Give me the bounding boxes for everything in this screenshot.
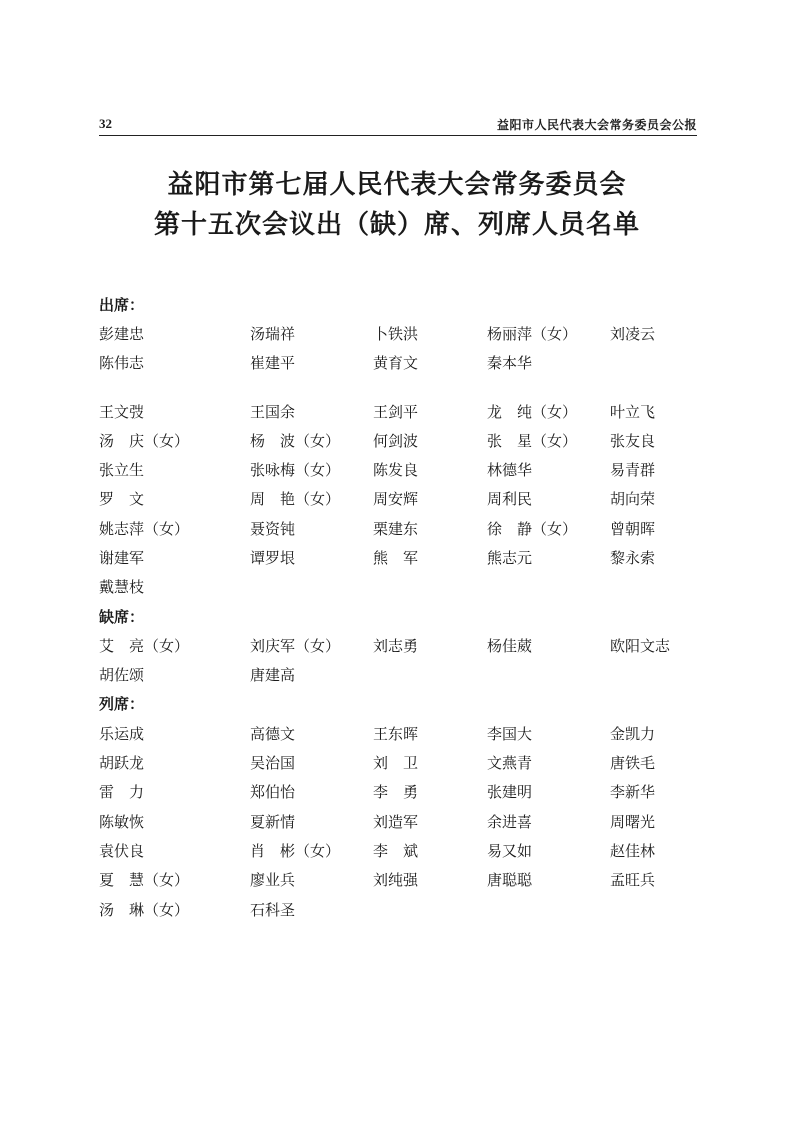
name-cell: 李 勇 xyxy=(373,783,419,801)
name-row xyxy=(0,488,794,508)
name-cell: 汤 琳（女） xyxy=(99,901,190,919)
name-cell: 叶立飞 xyxy=(610,403,656,421)
name-cell: 李新华 xyxy=(610,783,656,801)
name-cell: 吴治国 xyxy=(250,754,296,772)
name-cell: 易又如 xyxy=(487,842,533,860)
name-cell: 何剑波 xyxy=(373,432,419,450)
name-cell: 黄育文 xyxy=(373,354,419,372)
name-cell: 张立生 xyxy=(99,461,145,479)
name-cell: 张 星（女） xyxy=(487,432,578,450)
name-cell: 欧阳文志 xyxy=(610,637,671,655)
name-cell: 周利民 xyxy=(487,490,533,508)
name-cell: 刘纯强 xyxy=(373,871,419,889)
name-cell: 李 斌 xyxy=(373,842,419,860)
name-row xyxy=(0,781,794,801)
name-cell: 夏新情 xyxy=(250,813,296,831)
name-cell: 雷 力 xyxy=(99,783,145,801)
document-title-line-2: 第十五次会议出（缺）席、列席人员名单 xyxy=(153,210,640,240)
name-cell: 张友良 xyxy=(610,432,656,450)
name-cell: 李国大 xyxy=(487,725,533,743)
running-header xyxy=(99,114,697,134)
name-cell: 杨佳葳 xyxy=(487,637,533,655)
page-number: 32 xyxy=(99,116,112,131)
name-cell: 胡向荣 xyxy=(610,490,656,508)
name-cell: 王剑平 xyxy=(373,403,419,421)
name-cell: 孟旺兵 xyxy=(610,871,656,889)
name-cell: 余进喜 xyxy=(487,813,533,831)
name-cell: 龙 纯（女） xyxy=(487,403,578,421)
name-cell: 郑伯怡 xyxy=(250,783,296,801)
name-row xyxy=(0,547,794,567)
name-cell: 崔建平 xyxy=(250,354,296,372)
name-row xyxy=(0,664,794,684)
name-cell: 易青群 xyxy=(610,461,656,479)
name-cell: 乐运成 xyxy=(99,725,145,743)
name-cell: 艾 亮（女） xyxy=(99,637,190,655)
name-row xyxy=(0,518,794,538)
name-cell: 周安辉 xyxy=(373,490,419,508)
name-cell: 栗建东 xyxy=(373,520,419,538)
name-cell: 周曙光 xyxy=(610,813,656,831)
name-cell: 胡跃龙 xyxy=(99,754,145,772)
name-cell: 陈敏恢 xyxy=(99,813,145,831)
name-row xyxy=(0,459,794,479)
name-cell: 廖业兵 xyxy=(250,871,296,889)
name-cell: 唐铁毛 xyxy=(610,754,656,772)
name-cell: 熊志元 xyxy=(487,549,533,567)
name-row xyxy=(0,323,794,343)
name-cell: 卜铁洪 xyxy=(373,325,419,343)
section-label-attending: 列席： xyxy=(99,695,145,713)
name-cell: 张咏梅（女） xyxy=(250,461,341,479)
name-cell: 杨丽萍（女） xyxy=(487,325,578,343)
name-cell: 汤瑞祥 xyxy=(250,325,296,343)
name-cell: 石科圣 xyxy=(250,901,296,919)
name-cell: 周 艳（女） xyxy=(250,490,341,508)
name-cell: 高德文 xyxy=(250,725,296,743)
name-cell: 戴慧枝 xyxy=(99,578,145,596)
name-cell: 夏 慧（女） xyxy=(99,871,190,889)
name-cell: 金凯力 xyxy=(610,725,656,743)
name-row xyxy=(0,811,794,831)
name-cell: 文燕青 xyxy=(487,754,533,772)
name-row xyxy=(0,869,794,889)
name-cell: 王文弢 xyxy=(99,403,145,421)
name-cell: 王国余 xyxy=(250,403,296,421)
name-cell: 刘志勇 xyxy=(373,637,419,655)
name-cell: 张建明 xyxy=(487,783,533,801)
name-cell: 赵佳林 xyxy=(610,842,656,860)
name-cell: 唐建高 xyxy=(250,666,296,684)
name-cell: 陈发良 xyxy=(373,461,419,479)
name-cell: 林德华 xyxy=(487,461,533,479)
name-row xyxy=(0,635,794,655)
name-cell: 刘 卫 xyxy=(373,754,419,772)
name-cell: 谢建军 xyxy=(99,549,145,567)
name-cell: 汤 庆（女） xyxy=(99,432,190,450)
name-row xyxy=(0,576,794,596)
name-cell: 陈伟志 xyxy=(99,354,145,372)
name-cell: 刘造军 xyxy=(373,813,419,831)
name-row xyxy=(0,840,794,860)
name-cell: 谭罗垠 xyxy=(250,549,296,567)
section-label-present: 出席： xyxy=(99,296,145,314)
name-cell: 肖 彬（女） xyxy=(250,842,341,860)
header-rule xyxy=(99,135,697,136)
name-cell: 秦本华 xyxy=(487,354,533,372)
name-cell: 聂资钝 xyxy=(250,520,296,538)
name-cell: 彭建忠 xyxy=(99,325,145,343)
name-cell: 姚志萍（女） xyxy=(99,520,190,538)
name-row xyxy=(0,401,794,421)
name-cell: 胡佐颂 xyxy=(99,666,145,684)
name-cell: 徐 静（女） xyxy=(487,520,578,538)
name-row xyxy=(0,752,794,772)
name-cell: 刘凌云 xyxy=(610,325,656,343)
name-cell: 黎永索 xyxy=(610,549,656,567)
name-cell: 杨 波（女） xyxy=(250,432,341,450)
name-row xyxy=(0,352,794,372)
section-label-absent: 缺席： xyxy=(99,608,145,626)
name-cell: 袁伏良 xyxy=(99,842,145,860)
name-row xyxy=(0,723,794,743)
name-cell: 王东晖 xyxy=(373,725,419,743)
name-cell: 唐聪聪 xyxy=(487,871,533,889)
document-title-line-1: 益阳市第七届人民代表大会常务委员会 xyxy=(167,170,627,200)
journal-title: 益阳市人民代表大会常务委员会公报 xyxy=(496,118,697,132)
name-cell: 熊 军 xyxy=(373,549,419,567)
name-cell: 罗 文 xyxy=(99,490,145,508)
name-cell: 曾朝晖 xyxy=(610,520,656,538)
name-row xyxy=(0,899,794,919)
name-cell: 刘庆军（女） xyxy=(250,637,341,655)
name-row xyxy=(0,430,794,450)
